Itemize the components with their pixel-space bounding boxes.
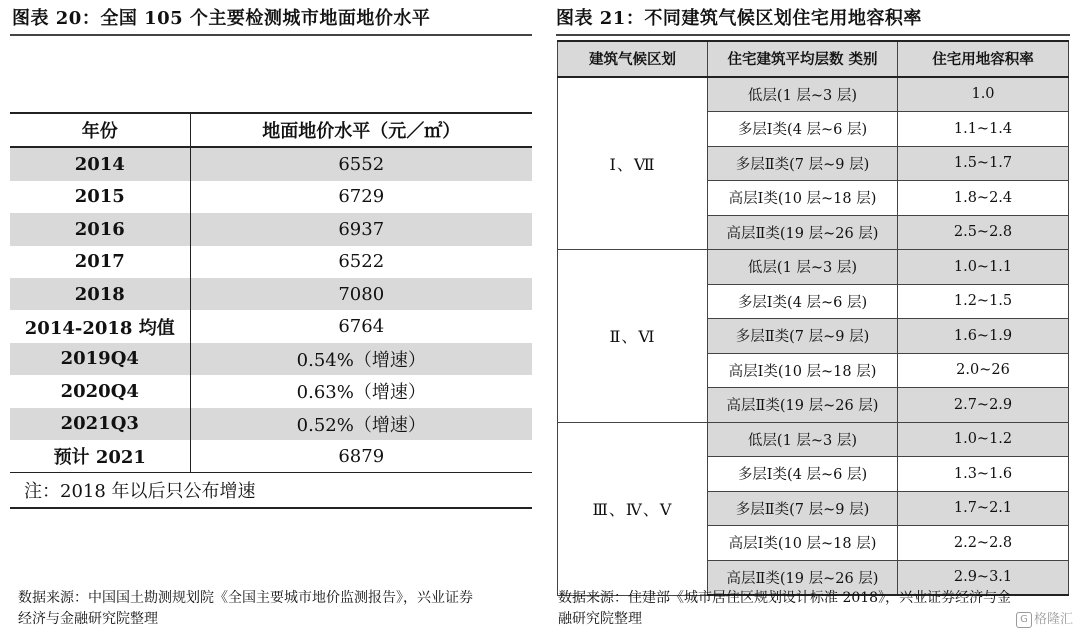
land-price-row: [10, 343, 532, 375]
plot-ratio-cell: 1.3~1.6: [898, 457, 1069, 492]
left-title-rule: [10, 34, 532, 36]
watermark: [1016, 608, 1073, 628]
climate-zone-cell: Ⅰ、Ⅶ: [558, 77, 708, 250]
building-category-cell: 低层(1 层~3 层): [708, 422, 898, 457]
plot-ratio-row: [558, 77, 1069, 112]
climate-zone-header: 建筑气候区划: [558, 41, 708, 77]
land-price-row: [10, 246, 532, 278]
year-cell: 2014: [10, 147, 190, 180]
climate-zone-cell: Ⅲ、Ⅳ、Ⅴ: [558, 422, 708, 595]
left-figure-title: 图表 20：全国 105 个主要检测城市地面地价水平: [12, 8, 431, 29]
plot-ratio-cell: 1.5~1.7: [898, 146, 1069, 181]
building-category-cell: 高层Ⅰ类(10 层~18 层): [708, 181, 898, 216]
right-source-text: [558, 588, 1070, 630]
right-source-line: 数据来源：住建部《城市居住区规划设计标准 2018》，兴业证券经济与金: [558, 590, 1012, 606]
year-cell: 2017: [10, 246, 190, 278]
building-category-header: 住宅建筑平均层数 类别: [708, 41, 898, 77]
plot-ratio-row: [558, 422, 1069, 457]
land-price-row: [10, 278, 532, 310]
year-cell: 2021Q3: [10, 408, 190, 440]
price-cell: 6764: [338, 316, 385, 338]
land-price-row: [10, 213, 532, 245]
table-note: 注：2018 年以后只公布增速: [10, 473, 532, 509]
price-cell: 0.63%（增速）: [296, 382, 426, 404]
building-category-cell: 高层Ⅱ类(19 层~26 层): [708, 560, 898, 595]
building-category-cell: 高层Ⅰ类(10 层~18 层): [708, 353, 898, 388]
year-cell: 2014-2018 均值: [10, 310, 190, 342]
building-category-cell: 多层Ⅰ类(4 层~6 层): [708, 284, 898, 319]
land-price-body: [10, 147, 532, 508]
land-price-header-row: [10, 113, 532, 147]
building-category-cell: 多层Ⅱ类(7 层~9 层): [708, 146, 898, 181]
plot-ratio-cell: 2.0~26: [898, 353, 1069, 388]
plot-ratio-cell: 1.1~1.4: [898, 112, 1069, 147]
price-cell: 7080: [190, 278, 532, 310]
price-cell: 6552: [190, 147, 532, 180]
plot-ratio-row: [558, 250, 1069, 285]
year-cell: 2020Q4: [10, 375, 190, 407]
building-category-cell: 多层Ⅰ类(4 层~6 层): [708, 112, 898, 147]
building-category-cell: 多层Ⅱ类(7 层~9 层): [708, 491, 898, 526]
building-category-cell: 低层(1 层~3 层): [708, 77, 898, 112]
plot-ratio-cell: 1.6~1.9: [898, 319, 1069, 354]
left-source-text: [18, 588, 548, 630]
land-price-row: [10, 375, 532, 407]
land-price-table: [10, 112, 532, 509]
plot-ratio-cell: 1.0~1.1: [898, 250, 1069, 285]
plot-ratio-cell: 2.9~3.1: [898, 560, 1069, 595]
building-category-cell: 高层Ⅰ类(10 层~18 层): [708, 526, 898, 561]
right-source-line: 融研究院整理: [558, 611, 642, 627]
left-source-line: 经济与金融研究院整理: [18, 611, 158, 627]
plot-ratio-cell: 1.8~2.4: [898, 181, 1069, 216]
plot-ratio-cell: 1.0: [898, 77, 1069, 112]
climate-zone-cell: Ⅱ、Ⅵ: [558, 250, 708, 423]
price-column-header: 地面地价水平（元／㎡）: [190, 113, 532, 147]
price-cell: 6937: [190, 213, 532, 245]
building-category-cell: 多层Ⅱ类(7 层~9 层): [708, 319, 898, 354]
price-cell: 6879: [338, 445, 385, 467]
plot-ratio-header: 住宅用地容积率: [898, 41, 1069, 77]
right-figure-title: 图表 21：不同建筑气候区划住宅用地容积率: [556, 8, 922, 29]
year-cell: 预计 2021: [10, 440, 190, 473]
land-price-row: [10, 310, 532, 342]
year-cell: 2015: [10, 181, 190, 213]
plot-ratio-cell: 1.0~1.2: [898, 422, 1069, 457]
watermark-text: 格隆汇: [1034, 612, 1074, 627]
price-cell: 0.54%（增速）: [190, 343, 532, 375]
building-category-cell: 多层Ⅰ类(4 层~6 层): [708, 457, 898, 492]
plot-ratio-cell: 2.2~2.8: [898, 526, 1069, 561]
watermark-badge-icon: G: [1016, 612, 1032, 628]
plot-ratio-cell: 1.2~1.5: [898, 284, 1069, 319]
year-cell: 2019Q4: [10, 343, 190, 375]
year-cell: 2018: [10, 278, 190, 310]
building-category-cell: 低层(1 层~3 层): [708, 250, 898, 285]
plot-ratio-header-row: [558, 41, 1069, 77]
plot-ratio-cell: 2.7~2.9: [898, 388, 1069, 423]
price-cell: 0.52%（增速）: [190, 408, 532, 440]
land-price-row: [10, 408, 532, 440]
note-row: [10, 473, 532, 509]
land-price-row: [10, 181, 532, 213]
plot-ratio-body: [558, 77, 1069, 596]
year-cell: 2016: [10, 213, 190, 245]
price-cell: 6522: [338, 251, 385, 273]
plot-ratio-cell: 2.5~2.8: [898, 215, 1069, 250]
plot-ratio-table: [557, 40, 1069, 596]
plot-ratio-cell: 1.7~2.1: [898, 491, 1069, 526]
land-price-row: [10, 147, 532, 180]
building-category-cell: 高层Ⅱ类(19 层~26 层): [708, 388, 898, 423]
right-title-rule: [556, 34, 1070, 36]
left-source-line: 数据来源：中国国土勘测规划院《全国主要城市地价监测报告》，兴业证券: [18, 590, 473, 606]
price-cell: 6729: [338, 186, 385, 208]
land-price-row: [10, 440, 532, 473]
year-column-header: 年份: [10, 113, 190, 147]
building-category-cell: 高层Ⅱ类(19 层~26 层): [708, 215, 898, 250]
